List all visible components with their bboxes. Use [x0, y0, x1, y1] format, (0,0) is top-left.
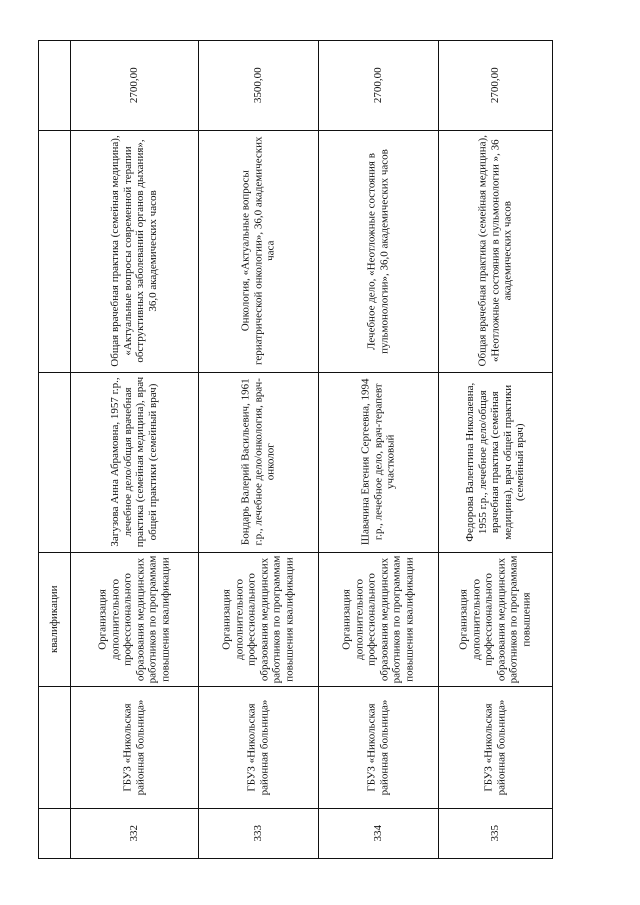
course-description: Общая врачебная практика (семейная медицина), «Неотложные состояния в пульмонологии », 36 академических часов [476, 135, 514, 367]
row-number-cell [198, 808, 318, 858]
table-vertical-rule [552, 40, 553, 858]
organization-name-cell [70, 686, 198, 808]
organization-name: ГБУЗ «Никольская районная больница» [365, 699, 390, 795]
row-number: 333 [251, 824, 264, 842]
table-horizontal-rule [38, 858, 553, 859]
organization-name: ГБУЗ «Никольская районная больница» [245, 699, 270, 795]
course-description: Общая врачебная практика (семейная медицина), «Актуальные вопросы современной терапии обструктивных заболеваний органов дыхания», 36,0 академических часов [109, 135, 159, 367]
course-description-cell [70, 130, 198, 372]
course-description-cell [438, 130, 552, 372]
organization-name: ГБУЗ «Никольская районная больница» [482, 699, 507, 795]
program-type-cell [438, 552, 552, 686]
program-type-cell [318, 552, 438, 686]
row-number: 332 [127, 824, 140, 842]
employee-info: Бондарь Валерий Васильевич, 1961 г.р., лечебное дело/онкология, врач-онколог [239, 378, 277, 546]
employee-info: Федорова Валентина Николаевна, 1955 г.р., лечебное дело/общая врачебная практика (семейная медицина), врач общей практики (семейный врач) [463, 382, 526, 542]
course-cost-cell [198, 40, 318, 130]
organization-name-cell [438, 686, 552, 808]
course-description-cell [198, 130, 318, 372]
course-cost: 2700,00 [371, 67, 384, 103]
course-cost: 2700,00 [127, 67, 140, 103]
course-cost-cell [70, 40, 198, 130]
program-type: Организация дополнительного профессионального образования медицинских работников по программам повышения квалификации [220, 555, 295, 683]
program-type: Организация дополнительного профессионального образования медицинских работников по программам повышения квалификации [96, 555, 171, 683]
program-type-cell [70, 552, 198, 686]
organization-name-cell [318, 686, 438, 808]
employee-info-cell [198, 372, 318, 552]
employee-info: Шавачина Евгения Сергеевна, 1994 г.р., лечебное дело, врач-терапевт участковый [359, 378, 397, 546]
course-cost-cell [318, 40, 438, 130]
employee-info-cell [70, 372, 198, 552]
employee-info-cell [318, 372, 438, 552]
employee-info-cell [438, 372, 552, 552]
course-description-cell [318, 130, 438, 372]
row-number-cell [70, 808, 198, 858]
employee-info: Загузова Анна Абрамовна, 1957 г.р., лечебное дело/общая врачебная практика (семейная медицина), врач общей практики (семейный врач) [109, 376, 159, 548]
organization-name-cell [198, 686, 318, 808]
qualification-header-tail: квалификации [47, 585, 60, 653]
program-type-cell [198, 552, 318, 686]
row-number: 334 [371, 824, 384, 842]
qualification-header-tail-cell [38, 552, 70, 686]
program-type: Организация дополнительного профессионального образования медицинских работников по программам повышения квалификации [340, 555, 415, 683]
row-number-cell [438, 808, 552, 858]
course-cost: 3500,00 [251, 67, 264, 103]
table-left-rule [38, 40, 39, 858]
organization-name: ГБУЗ «Никольская районная больница» [121, 699, 146, 795]
course-description: Онкология, «Актуальные вопросы гериатрической онкологии», 36,0 академических часа [239, 136, 277, 366]
course-cost: 2700,00 [488, 67, 501, 103]
program-type: Организация дополнительного профессионального образования медицинских работников по программам повышения [457, 555, 532, 683]
course-cost-cell [438, 40, 552, 130]
course-description: Лечебное дело, «Неотложные состояния в пульмонологии», 36,0 академических часов [365, 148, 390, 354]
row-number: 335 [488, 824, 501, 842]
row-number-cell [318, 808, 438, 858]
